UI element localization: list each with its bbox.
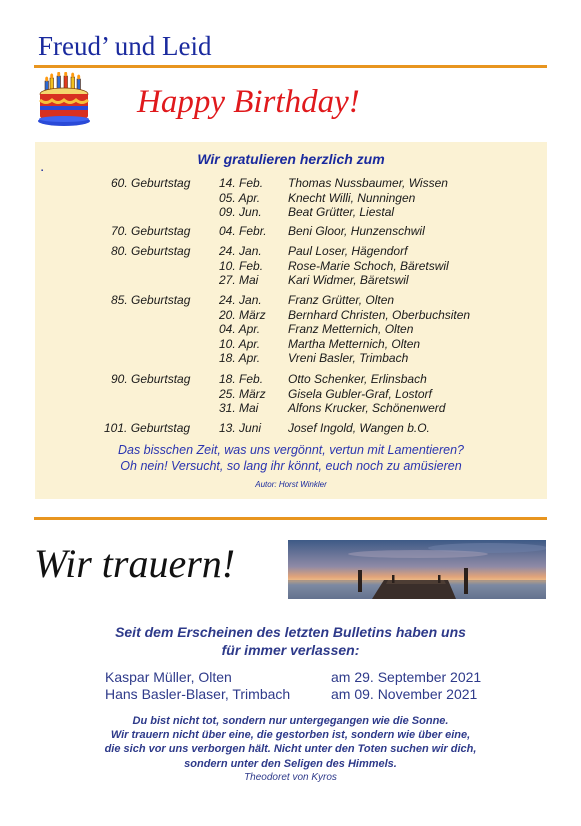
birthday-cake-icon [37, 72, 91, 128]
birthday-date: 31. Mai [219, 401, 259, 416]
quote-line: Oh nein! Versucht, so lang ihr könnt, euch noch zu amüsieren [120, 459, 462, 473]
quote-author: Autor: Horst Winkler [255, 480, 327, 489]
birthday-date: 14. Feb. [219, 176, 264, 190]
birthday-person: Rose-Marie Schoch, Bäretswil [288, 258, 449, 273]
birthday-age: 80. Geburtstag [111, 244, 191, 258]
birthday-date: 04. Apr. [219, 322, 261, 337]
lake-pier-sunset-photo [288, 540, 546, 599]
birthday-entry [35, 224, 547, 239]
bullet-marker: ▪ [41, 168, 44, 174]
deceased-date: am 09. November 2021 [331, 686, 478, 702]
birthday-entry [35, 387, 547, 402]
page-title: Freud’ und Leid [38, 31, 212, 61]
birthday-person: Alfons Krucker, Schönenwerd [288, 401, 446, 416]
birthday-date: 25. März [219, 386, 266, 401]
birthday-person: Beat Grütter, Liestal [288, 205, 395, 220]
birthday-person: Thomas Nussbaumer, Wissen [288, 176, 448, 190]
birthday-person: Paul Loser, Hägendorf [288, 244, 408, 258]
birthday-entry [35, 273, 547, 288]
birthday-group [35, 293, 547, 366]
birthday-entry [35, 337, 547, 352]
quote-line: Das bisschen Zeit, was uns vergönnt, vertun mit Lamentieren? [117, 443, 464, 457]
birthday-box [35, 142, 547, 499]
poem-line: Du bist nicht tot, sondern nur untergegangen wie die Sonne. [132, 715, 449, 727]
birthday-person: Kari Widmer, Bäretswil [288, 273, 409, 288]
birthday-person: Vreni Basler, Trimbach [288, 351, 409, 366]
birthday-age: 70. Geburtstag [111, 224, 191, 238]
birthday-quote [35, 442, 547, 474]
poem-line: Wir trauern nicht über eine, die gestorben ist, sondern wie über eine, [110, 729, 471, 742]
deceased-date: am 29. September 2021 [331, 669, 482, 685]
birthday-age: 85. Geburtstag [111, 293, 191, 307]
birthday-group [35, 224, 547, 239]
birthday-age: 101. Geburtstag [104, 421, 191, 435]
since-last-bulletin-text [0, 623, 581, 659]
poem-line: sondern unter den Seligen des Himmels. [184, 757, 397, 770]
happy-birthday-heading: Happy Birthday! [137, 84, 360, 120]
birthday-date: 20. März [219, 307, 266, 322]
middle-divider [34, 517, 547, 520]
birthday-date: 04. Febr. [219, 224, 267, 238]
birthday-entry [35, 259, 547, 274]
birthday-date: 18. Feb. [219, 372, 264, 386]
poem-line: die sich vor uns verborgen hält. Nicht unter den Toten suchen wir dich, [104, 743, 477, 756]
birthday-group [35, 372, 547, 416]
top-divider [34, 65, 547, 68]
birthday-entry [35, 308, 547, 323]
birthday-group [35, 176, 547, 220]
birthday-age: 60. Geburtstag [111, 176, 191, 190]
birthday-entry [35, 322, 547, 337]
birthday-date: 09. Jun. [219, 205, 262, 220]
birthday-entry [35, 372, 547, 387]
birthday-group [35, 421, 547, 436]
birthday-person: Gisela Gubler-Graf, Lostorf [288, 386, 432, 401]
birthday-date: 18. Apr. [219, 351, 261, 366]
birthday-person: Otto Schenker, Erlinsbach [288, 372, 427, 386]
birthday-age: 90. Geburtstag [111, 372, 191, 386]
birthday-date: 24. Jan. [219, 293, 262, 307]
birthday-entry [35, 205, 547, 220]
mourning-heading: Wir trauern! [34, 541, 236, 586]
poem-author: Theodoret von Kyros [244, 772, 337, 783]
birthday-date: 24. Jan. [219, 244, 262, 258]
birthday-intro: Wir gratulieren herzlich zum [197, 151, 385, 167]
deceased-name: Hans Basler-Blaser, Trimbach [105, 686, 291, 702]
deceased-name: Kaspar Müller, Olten [105, 669, 232, 685]
birthday-entry [35, 176, 547, 191]
since-line: Seit dem Erscheinen des letzten Bulletins haben uns [115, 624, 466, 640]
birthday-date: 27. Mai [219, 273, 259, 288]
birthday-person: Josef Ingold, Wangen b.O. [288, 421, 430, 435]
birthday-entry [35, 191, 547, 206]
birthday-person: Knecht Willi, Nunningen [288, 190, 416, 205]
birthday-person: Martha Metternich, Olten [288, 336, 421, 351]
birthday-group [35, 244, 547, 288]
birthday-person: Beni Gloor, Hunzenschwil [288, 224, 425, 238]
birthday-entry [35, 421, 547, 436]
birthday-entry [35, 293, 547, 308]
birthday-entry [35, 401, 547, 416]
birthday-person: Bernhard Christen, Oberbuchsiten [288, 307, 471, 322]
birthday-date: 10. Apr. [219, 336, 261, 351]
memorial-poem [0, 714, 581, 771]
birthday-entry [35, 351, 547, 366]
birthday-date: 05. Apr. [219, 190, 261, 205]
since-line: für immer verlassen: [221, 642, 360, 658]
birthday-person: Franz Grütter, Olten [288, 293, 395, 307]
birthday-date: 10. Feb. [219, 258, 264, 273]
birthday-person: Franz Metternich, Olten [288, 322, 414, 337]
birthday-date: 13. Juni [219, 421, 262, 435]
birthday-entry [35, 244, 547, 259]
